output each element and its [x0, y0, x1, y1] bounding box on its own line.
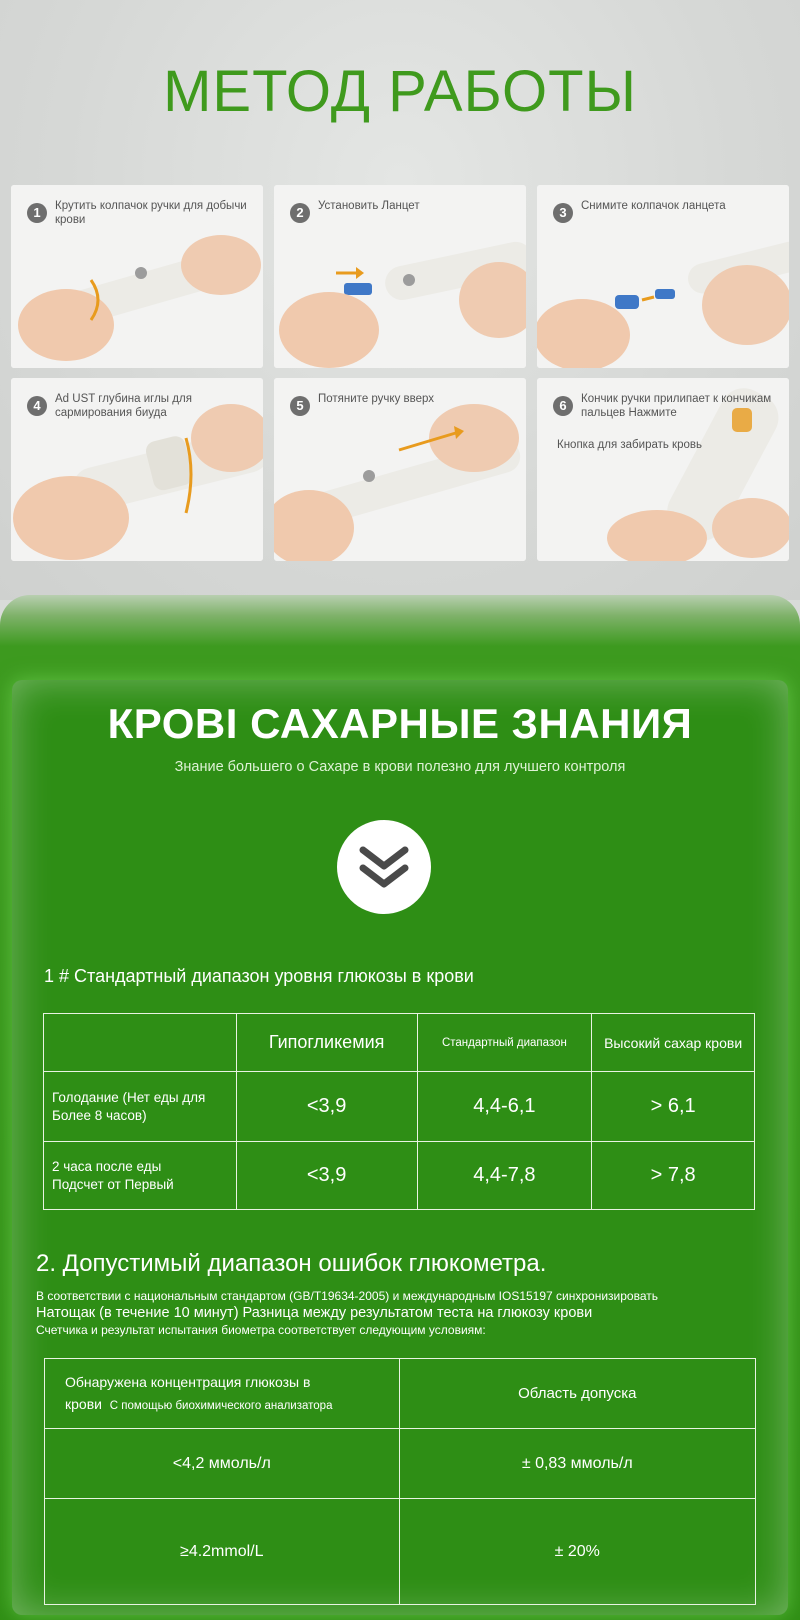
- header-line: Обнаружена концентрация глюкозы в: [65, 1373, 311, 1390]
- table-cell: ≥4.2mmol/L: [45, 1499, 400, 1605]
- step-caption-6-extra: Кнопка для забирать кровь: [557, 439, 702, 451]
- table-header-row: [45, 1359, 756, 1429]
- knowledge-title: КРОВI САХАРНЫЕ ЗНАНИЯ: [107, 700, 693, 747]
- method-section: [0, 0, 800, 600]
- step-card-1: [11, 185, 263, 368]
- table-cell: <3,9: [236, 1072, 417, 1142]
- step-card-3: [537, 185, 789, 368]
- row-label: [44, 1142, 237, 1210]
- table-row: [44, 1142, 755, 1210]
- table-cell: 4,4-6,1: [417, 1072, 592, 1142]
- step-number-3: 3: [553, 203, 573, 223]
- step-number-4: 4: [27, 396, 47, 416]
- meter-error-table: [44, 1358, 756, 1605]
- table-header-row: [44, 1014, 755, 1072]
- meter-error-text-line: Счетчика и результат испытания биометра соответствует следующим условиям:: [36, 1323, 486, 1337]
- row-label-line: Подсчет от Первый: [52, 1176, 174, 1192]
- knowledge-subtitle: Знание большего о Сахаре в крови полезно для лучшего контроля: [174, 759, 626, 775]
- step-number-1: 1: [27, 203, 47, 223]
- glucose-range-table: [43, 1013, 755, 1210]
- table-header-cell: Высокий сахар крови: [592, 1014, 755, 1072]
- table-cell: > 7,8: [592, 1142, 755, 1210]
- step-caption-6: Кончик ручки прилипает к кончикам пальцев Нажмите: [581, 393, 772, 419]
- table-header-cell: Гипогликемия: [236, 1014, 417, 1072]
- table-header-cell: Стандартный диапазон: [417, 1014, 592, 1072]
- meter-error-text-line: Натощак (в течение 10 минут) Разница между результатом теста на глюкозу крови: [36, 1305, 593, 1321]
- table-cell: ± 0,83 ммоль/л: [399, 1429, 755, 1499]
- row-label: [44, 1072, 237, 1142]
- glucose-range-heading: 1 # Стандартный диапазон уровня глюкозы в крови: [44, 966, 474, 986]
- table-cell: ± 20%: [399, 1499, 755, 1605]
- header-text-small: С помощью биохимического анализатора: [109, 1399, 333, 1412]
- table-header-cell: [44, 1014, 237, 1072]
- step-card-5: [274, 378, 526, 561]
- meter-error-heading: 2. Допустимый диапазон ошибок глюкометра.: [36, 1250, 547, 1277]
- meter-error-text-line: В соответствии с национальным стандартом (GB/T19634-2005) и международным IOS15197 синхронизировать: [36, 1289, 658, 1303]
- table-header-cell: Область допуска: [399, 1359, 755, 1429]
- step-caption-4: Ad UST глубина иглы для сармирования биуда: [55, 393, 192, 419]
- step-card-6: [537, 378, 789, 561]
- step-card-4: [11, 378, 263, 561]
- step-number-2: 2: [290, 203, 310, 223]
- table-cell: > 6,1: [592, 1072, 755, 1142]
- steps-grid: [11, 185, 789, 561]
- step-caption-3: Снимите колпачок ланцета: [581, 200, 726, 212]
- row-label-line: 2 часа после еды: [52, 1158, 162, 1174]
- table-header-cell: [45, 1359, 400, 1429]
- step-number-6: 6: [553, 396, 573, 416]
- table-row: [44, 1072, 755, 1142]
- chevron-down-icon: [337, 820, 431, 914]
- table-cell: 4,4-7,8: [417, 1142, 592, 1210]
- step-caption-5: Потяните ручку вверх: [318, 393, 435, 405]
- table-cell: <3,9: [236, 1142, 417, 1210]
- row-label-line: Более 8 часов): [52, 1107, 147, 1123]
- row-label-line: Голодание (Нет еды для: [52, 1089, 206, 1105]
- header-line: [65, 1393, 399, 1417]
- step-caption-1: Крутить колпачок ручки для добычи крови: [55, 200, 247, 226]
- table-cell: <4,2 ммоль/л: [45, 1429, 400, 1499]
- step-card-2: [274, 185, 526, 368]
- method-title: МЕТОД РАБОТЫ: [163, 59, 637, 124]
- table-row: [45, 1429, 756, 1499]
- table-row: [45, 1499, 756, 1605]
- step-number-5: 5: [290, 396, 310, 416]
- header-text: крови: [65, 1395, 102, 1412]
- step-caption-2: Установить Ланцет: [318, 200, 420, 212]
